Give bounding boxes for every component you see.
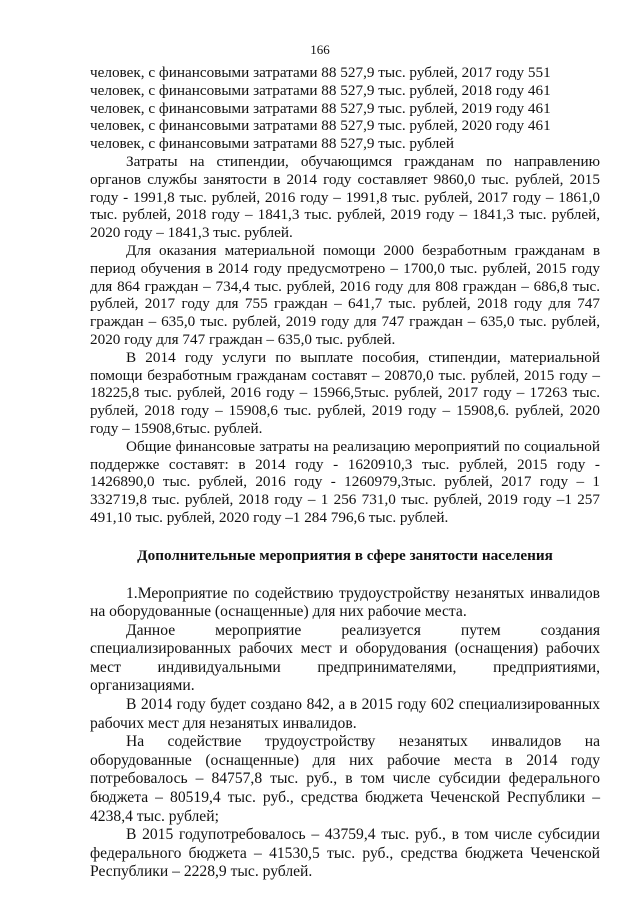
paragraph-created-jobs: В 2014 году будет создано 842, а в 2015 году 602 специализированных рабочих мест для незанятых инвалидов. xyxy=(90,696,600,732)
section-heading: Дополнительные мероприятия в сфере занятости населения xyxy=(137,546,553,564)
paragraph-measure-1: 1.Мероприятие по содействию трудоустройству незанятых инвалидов на оборудованные (оснащенные) для них рабочие места. xyxy=(90,584,600,621)
paragraph-funding-2015: В 2015 годупотребовалось – 43759,4 тыс. руб., в том числе субсидии федерального бюджета – 41530,5 тыс. руб., средства бюджета Чеченской Республики – 2228,9 тыс. рублей. xyxy=(90,826,600,881)
paragraph-benefits: В 2014 году услуги по выплате пособия, стипендии, материальной помощи безработным гражданам составят – 20870,0 тыс. рублей, 2015 году – 18225,8 тыс. рублей, 2016 году – 15966,5тыс. рублей, 2017 году – 17263 тыс. рублей, 2018 году – 15908,6 тыс. рублей, 2019 году – 15908,6. рублей, 2020 году – 15908,6тыс. рублей. xyxy=(90,348,600,437)
page-number: 166 xyxy=(310,42,330,57)
text-line: человек, с финансовыми затратами 88 527,9 тыс. рублей, 2017 году 551 xyxy=(90,64,551,81)
document-body xyxy=(90,64,600,882)
paragraph-implementation: Данное мероприятие реализуется путем создания специализированных рабочих мест и оборудования (оснащения) рабочих мест индивидуальными предпринимателями, предприятиями, организациями. xyxy=(90,621,600,695)
text-line: человек, с финансовыми затратами 88 527,9 тыс. рублей, 2019 году 461 xyxy=(90,99,551,117)
text-line: человек, с финансовыми затратами 88 527,9 тыс. рублей, 2018 году 461 xyxy=(90,81,551,99)
text-line: человек, с финансовыми затратами 88 527,9 тыс. рублей, 2020 году 461 xyxy=(90,117,551,135)
paragraph-material-aid: Для оказания материальной помощи 2000 безработным гражданам в период обучения в 2014 году предусмотрено – 1700,0 тыс. рублей, 2015 году для 864 граждан – 734,4 тыс. рублей, 2016 году для 808 граждан – 686,8 тыс. рублей, 2017 году для 755 граждан – 641,7 тыс. рублей, 2018 году для 747 граждан – 635,0 тыс. рублей, 2019 году для 747 граждан – 635,0 тыс. рублей, 2020 году для 747 граждан – 635,0 тыс. рублей. xyxy=(90,241,600,348)
text-line: человек, с финансовыми затратами 88 527,9 тыс. рублей xyxy=(90,135,455,153)
paragraph-total-costs: Общие финансовые затраты на реализацию мероприятий по социальной поддержке составят: в 2014 году - 1620910,3 тыс. рублей, 2015 году - 1426890,0 тыс. рублей, 2016 году - 1260979,3тыс. рублей, 2017 году – 1 332719,8 тыс. рублей, 2018 году – 1 256 731,0 тыс. рублей, 2019 году –1 257 491,10 тыс. рублей, 2020 году –1 284 796,6 тыс. рублей. xyxy=(90,437,600,526)
paragraph-stipend: Затраты на стипендии, обучающимся гражданам по направлению органов службы занятости в 2014 году составляет 9860,0 тыс. рублей, 2015 году - 1991,8 тыс. рублей, 2016 году – 1991,8 тыс. рублей, 2017 году – 1861,0 тыс. рублей, 2018 году – 1841,3 тыс. рублей, 2019 году – 1841,3 тыс. рублей, 2020 году – 1841,3 тыс. рублей. xyxy=(90,152,600,242)
paragraph-funding-2014: На содействие трудоустройству незанятых инвалидов на оборудованные (оснащенные) для них рабочие места в 2014 году потребовалось – 84757,8 тыс. руб., в том числе субсидии федерального бюджета – 80519,4 тыс. руб., средства бюджета Чеченской Республики – 4238,4 тыс. рублей; xyxy=(90,733,600,825)
section-additional-measures xyxy=(90,585,600,883)
